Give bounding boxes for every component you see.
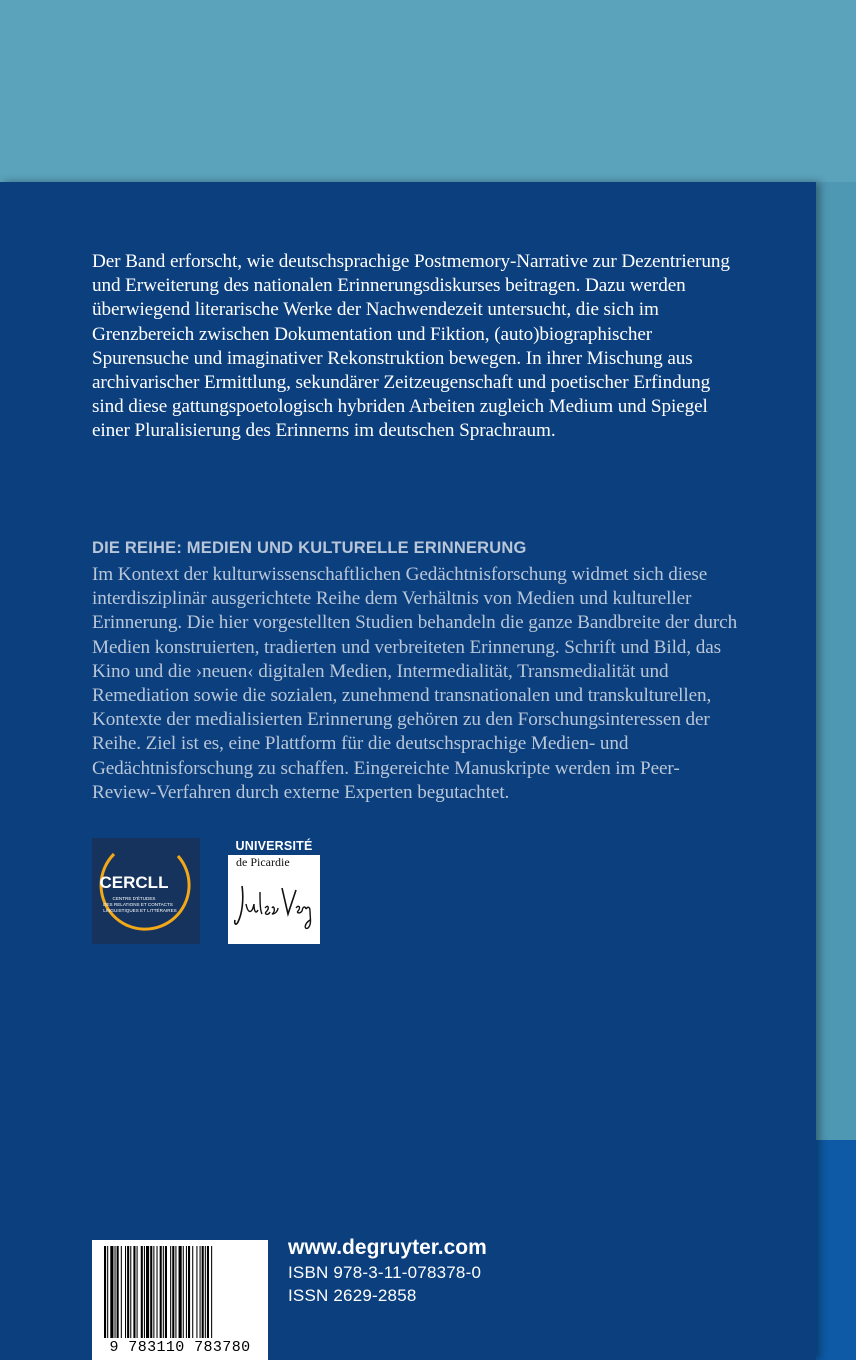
barcode-bar (186, 1246, 187, 1338)
background-top-band (0, 0, 856, 182)
barcode-bar (153, 1246, 154, 1338)
barcode-bar (130, 1246, 131, 1338)
barcode-bar (179, 1246, 182, 1338)
isbn-number: ISBN 978-3-11-078378-0 (288, 1263, 482, 1282)
universite-label: UNIVERSITÉ (228, 838, 320, 855)
picardie-label: de Picardie (236, 855, 290, 869)
barcode-bar (133, 1246, 135, 1338)
barcode-bar (115, 1246, 116, 1338)
cercll-logo (92, 838, 200, 944)
barcode-bar (107, 1246, 108, 1338)
barcode-bar (157, 1246, 158, 1338)
barcode-bar (110, 1246, 113, 1338)
barcode-bar (172, 1246, 174, 1338)
barcode-bar (121, 1246, 122, 1338)
barcode-bar (160, 1246, 162, 1338)
barcode-bar (163, 1246, 164, 1338)
barcode-bar (146, 1246, 149, 1338)
barcode-bar (144, 1246, 145, 1338)
barcode-bar (141, 1246, 143, 1338)
barcode-bar (202, 1246, 204, 1338)
barcode-bar (104, 1246, 106, 1338)
universite-picardie-logo (228, 838, 320, 944)
barcode-bar (117, 1246, 119, 1338)
barcode-bar (165, 1246, 167, 1338)
barcode-bar (211, 1246, 212, 1338)
cercll-name: CERCLL (99, 873, 169, 892)
book-description: Der Band erforscht, wie deutschsprachige Postmemory-Narrative zur Dezentrierung und Erweiterung des nationalen Erinnerungsdiskurses beitragen. Dazu werden überwiegend literarische Werke der Nachwendezeit untersucht, die sich im Grenzbereich zwischen Dokumentation und Fiktion, (auto)biographischer Spurensuche und imaginativer Rekonstruktion bewegen. In ihrer Mischung aus archivarischer Ermittlung, sekundärer Zeitzeugenschaft und poetischer Erfindung sind diese gattungspoetologisch hybriden Arbeiten zugleich Medium und Spiegel einer Pluralisierung des Erinnerns im deutschen Sprachraum. (92, 251, 730, 442)
series-description: Im Kontext der kulturwissenschaftlichen Gedächtnisforschung widmet sich diese interdisziplinär ausgerichtete Reihe dem Verhältnis von Medien und kultureller Erinnerung. Die hier vorgestellten Studien behandeln die ganze Bandbreite der durch Medien konstruierten, tradierten und verbreiteten Erinnerung. Schrift und Bild, das Kino und die ›neuen‹ digitalen Medien, Intermedialität, Transmedialität und Remediation sowie die sozialen, zunehmend transnationalen und transkulturellen, Kontexte der medialisierten Erinnerung gehören zu den Forschungsinteressen der Reihe. Ziel ist es, eine Plattform für die deutschsprachige Medien- und Gedächtnisforschung zu schaffen. Eingereichte Manuskripte werden im Peer-Review-Verfahren durch externe Experten begutachtet. (92, 564, 738, 803)
barcode-bar (196, 1246, 197, 1338)
background-right-strip-lower (816, 1140, 856, 1360)
barcode-bar (150, 1246, 152, 1338)
jules-verne-signature-icon (232, 874, 318, 936)
isbn-barcode (92, 1240, 268, 1360)
cercll-line3: LINGUISTIQUES ET LITTÉRAIRES (103, 908, 177, 913)
cercll-line2: DES RELATIONS ET CONTACTS (103, 902, 173, 907)
barcode-bar (205, 1246, 206, 1338)
barcode-bar (188, 1246, 190, 1338)
barcode-bar (170, 1246, 171, 1338)
series-heading: DIE REIHE: MEDIEN UND KULTURELLE ERINNERUNG (92, 539, 527, 557)
barcode-bar (137, 1246, 138, 1338)
barcode-bars (102, 1246, 258, 1338)
barcode-bar (192, 1246, 193, 1338)
barcode-bar (127, 1246, 129, 1338)
cercll-line1: CENTRE D'ÉTUDES (112, 896, 156, 901)
barcode-digits: 9 783110 783780 (109, 1339, 251, 1356)
barcode-bar (207, 1246, 209, 1338)
issn-number: ISSN 2629-2858 (288, 1286, 417, 1305)
barcode-bar (125, 1246, 126, 1338)
publisher-url[interactable]: www.degruyter.com (288, 1236, 487, 1259)
barcode-bar (175, 1246, 176, 1338)
barcode-bar (200, 1246, 201, 1338)
barcode-bar (183, 1246, 184, 1338)
